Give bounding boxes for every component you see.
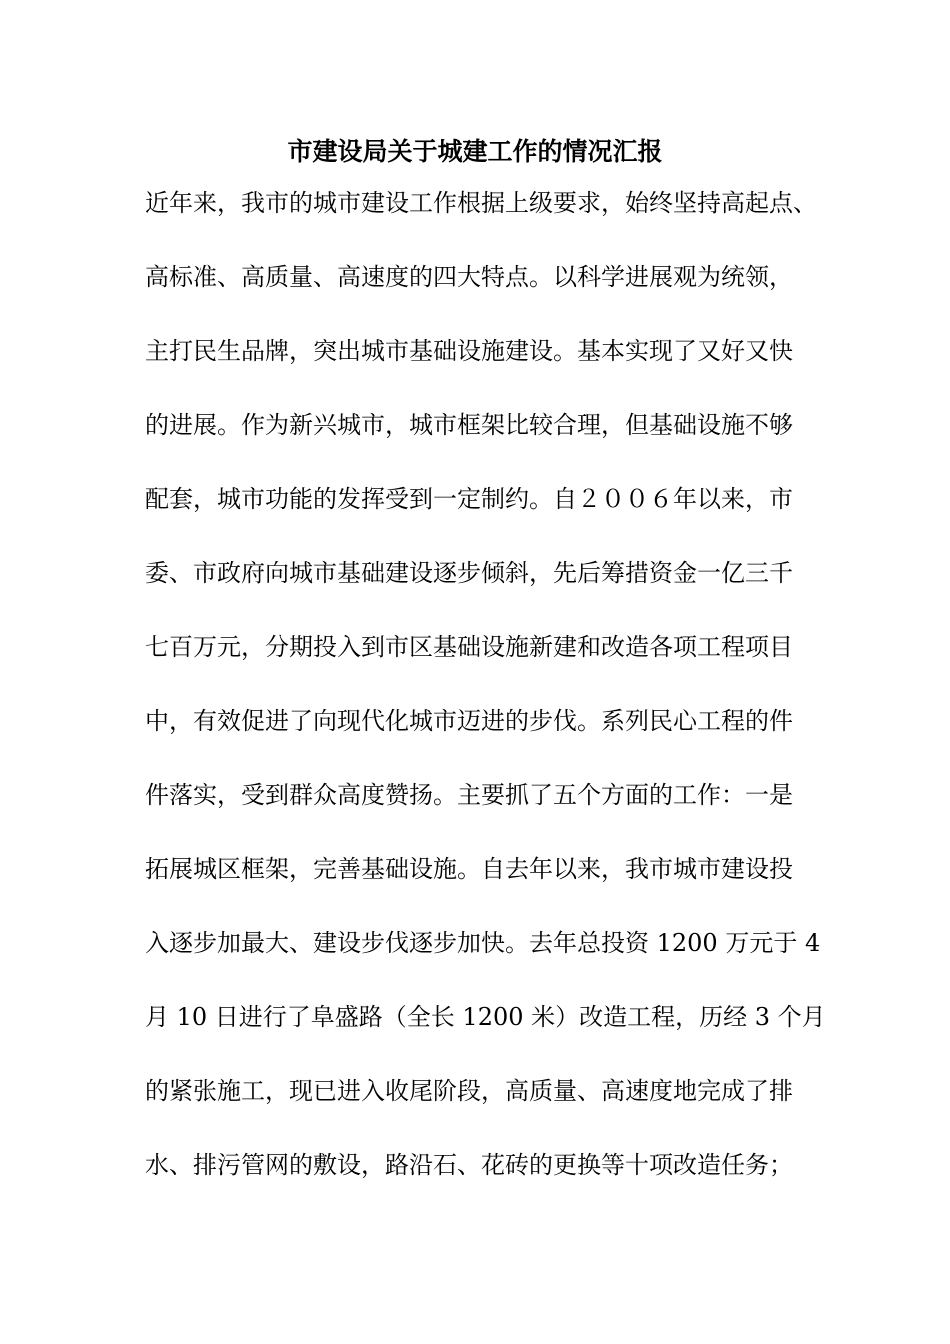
document-title: 市建设局关于城建工作的情况汇报 bbox=[287, 137, 663, 166]
body-line: 水、排污管网的敷设，路沿石、花砖的更换等十项改造任务； bbox=[145, 1151, 793, 1179]
body-line: 七百万元，分期投入到市区基础设施新建和改造各项工程项目 bbox=[145, 633, 793, 661]
body-line: 的紧张施工，现已进入收尾阶段，高质量、高速度地完成了排 bbox=[145, 1077, 793, 1105]
body-line: 拓展城区框架，完善基础设施。自去年以来，我市城市建设投 bbox=[145, 855, 793, 883]
body-line: 主打民生品牌，突出城市基础设施建设。基本实现了又好又快 bbox=[145, 337, 793, 365]
body-line: 高标准、高质量、高速度的四大特点。以科学进展观为统领， bbox=[145, 263, 793, 291]
body-line: 委、市政府向城市基础建设逐步倾斜，先后筹措资金一亿三千 bbox=[145, 559, 793, 587]
body-line: 月 10 日进行了阜盛路（全长 1200 米）改造工程，历经 3 个月 bbox=[145, 1003, 826, 1031]
body-line: 的进展。作为新兴城市，城市框架比较合理，但基础设施不够 bbox=[145, 411, 793, 439]
body-line: 中，有效促进了向现代化城市迈进的步伐。系列民心工程的件 bbox=[145, 707, 793, 735]
body-line: 入逐步加最大、建设步伐逐步加快。去年总投资 1200 万元于 4 bbox=[145, 929, 821, 957]
body-line: 件落实，受到群众高度赞扬。主要抓了五个方面的工作：一是 bbox=[145, 781, 793, 809]
body-line: 配套，城市功能的发挥受到一定制约。自２００６年以来，市 bbox=[145, 485, 793, 513]
body-line: 近年来，我市的城市建设工作根据上级要求，始终坚持高起点、 bbox=[145, 189, 817, 217]
